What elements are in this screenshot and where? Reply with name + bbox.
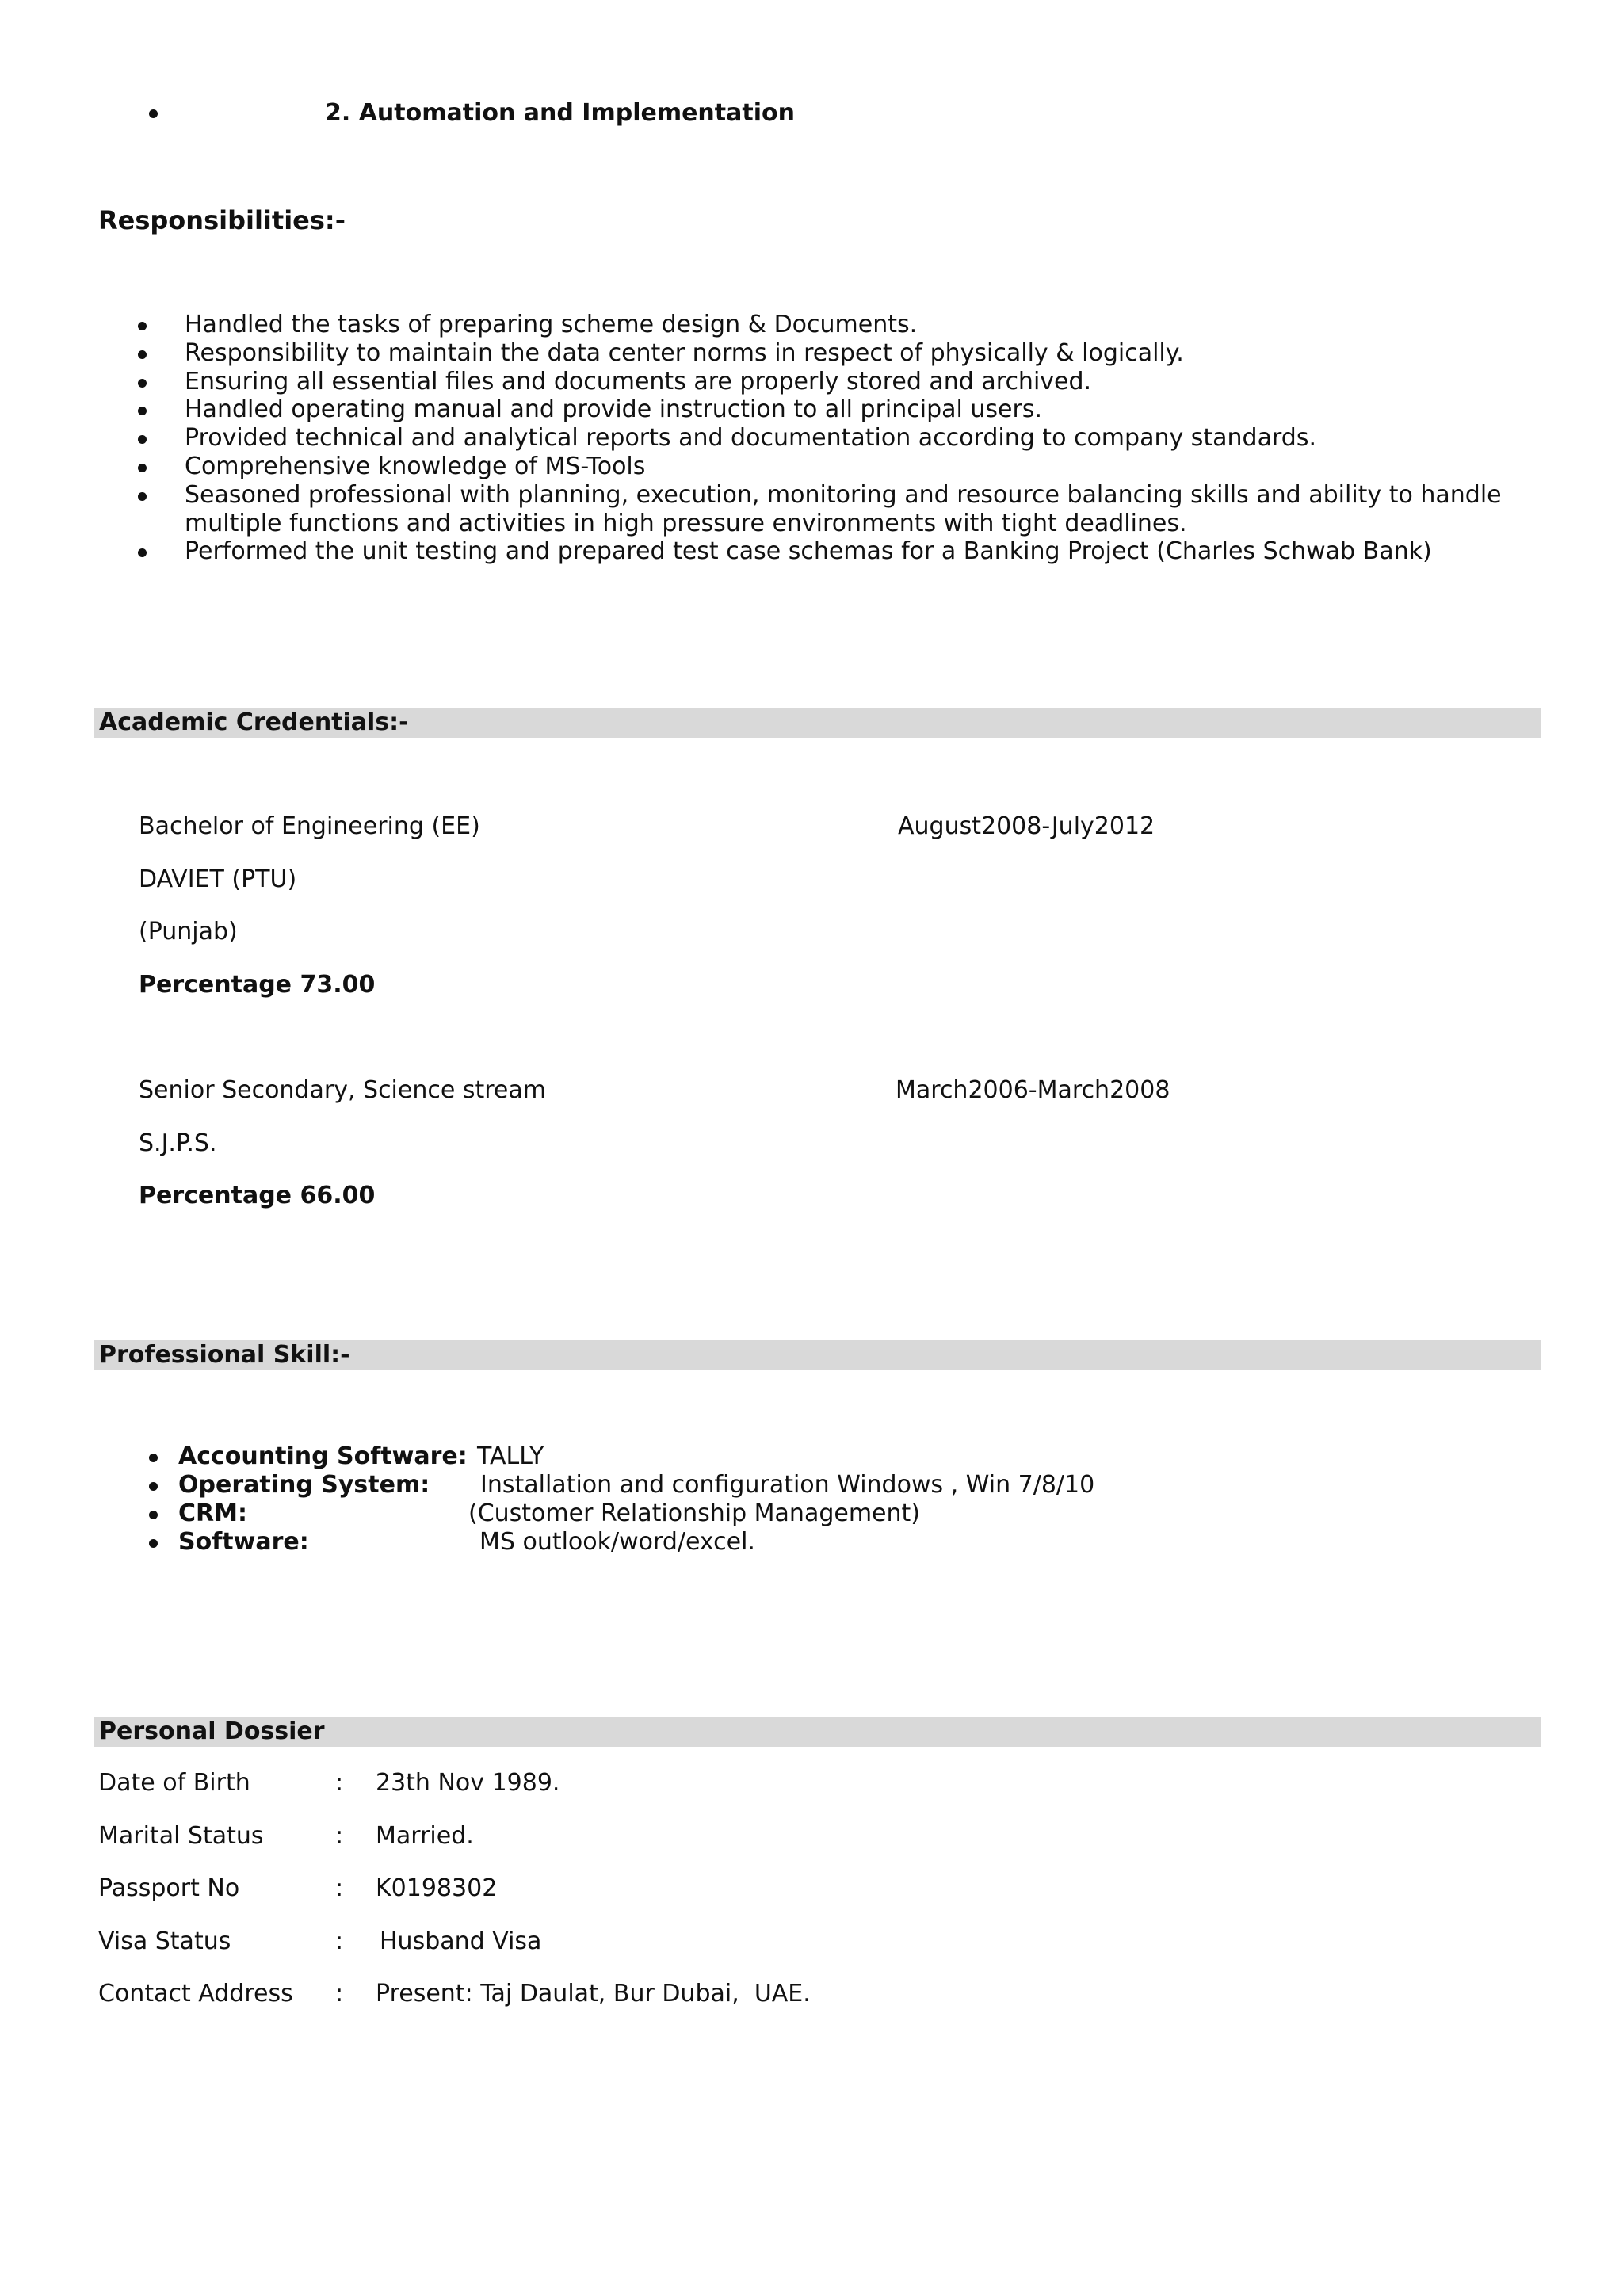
list-item-text: Performed the unit testing and prepared test case schemas for a Banking Project (Charles Schwab Bank) (185, 537, 1432, 566)
degree-percentage: Percentage 73.00 (139, 971, 376, 999)
dossier-row (98, 1874, 498, 1903)
degree-dates: August2008-July2012 (898, 812, 1155, 840)
academic-title: Academic Credentials:- (99, 709, 409, 736)
degree-title: Bachelor of Engineering (EE) (139, 812, 480, 840)
bullet-icon (138, 492, 147, 501)
bullet-icon (149, 109, 158, 118)
dossier-value: K0198302 (376, 1874, 498, 1902)
list-item (185, 339, 1532, 368)
dossier-separator: : (335, 1769, 344, 1797)
skills-section-header (94, 1340, 1541, 1370)
dossier-value: Present: Taj Daulat, Bur Dubai, UAE. (376, 1980, 811, 2008)
responsibilities-list (185, 311, 1532, 566)
dossier-title: Personal Dossier (99, 1717, 325, 1745)
list-item (185, 368, 1532, 396)
bullet-icon (138, 322, 147, 330)
dossier-value: Married. (376, 1822, 474, 1850)
list-item-text: Handled the tasks of preparing scheme design & Documents. (185, 311, 918, 338)
degree-title: Senior Secondary, Science stream (139, 1076, 546, 1104)
list-item (178, 1528, 755, 1557)
bullet-icon (138, 379, 147, 388)
degree-percentage: Percentage 66.00 (139, 1182, 376, 1209)
skill-value: MS outlook/word/excel. (479, 1528, 755, 1556)
list-item (185, 537, 1532, 566)
institution-location: (Punjab) (139, 918, 238, 946)
dossier-label: Passport No (98, 1874, 240, 1902)
dossier-label: Marital Status (98, 1822, 264, 1850)
responsibilities-title: Responsibilities:- (98, 205, 346, 235)
dossier-separator: : (335, 1980, 344, 2008)
skill-value: (Customer Relationship Management) (468, 1499, 920, 1527)
skill-value: Installation and configuration Windows , Win 7/8/10 (480, 1471, 1095, 1499)
list-item-text: Ensuring all essential files and documents are properly stored and archived. (185, 367, 1092, 395)
list-item (185, 481, 1532, 538)
skills-list (178, 1442, 1095, 1557)
project-heading: 2. Automation and Implementation (325, 99, 795, 127)
list-item (185, 395, 1532, 424)
dossier-label: Visa Status (98, 1927, 231, 1955)
bullet-icon (138, 435, 147, 444)
skill-label: Operating System: (178, 1471, 430, 1499)
dossier-label: Date of Birth (98, 1769, 250, 1797)
dossier-label: Contact Address (98, 1980, 293, 2008)
dossier-row (98, 1927, 542, 1956)
skill-label: Software: (178, 1528, 309, 1556)
skill-label: CRM: (178, 1499, 247, 1527)
dossier-separator: : (335, 1874, 344, 1902)
list-item (178, 1442, 544, 1471)
list-item-text: Provided technical and analytical reports and documentation according to company standards. (185, 424, 1316, 453)
list-item (178, 1471, 1095, 1499)
degree-dates: March2006-March2008 (896, 1076, 1170, 1104)
institution-name: DAVIET (PTU) (139, 865, 297, 893)
dossier-value: 23th Nov 1989. (376, 1769, 560, 1797)
bullet-icon (138, 350, 147, 359)
bullet-icon (149, 1454, 158, 1462)
bullet-icon (149, 1539, 158, 1548)
skill-value: TALLY (477, 1442, 544, 1470)
dossier-separator: : (335, 1927, 344, 1955)
list-item-text: Handled operating manual and provide instruction to all principal users. (185, 395, 1042, 424)
list-item (178, 1499, 920, 1528)
dossier-section-header (94, 1717, 1541, 1747)
list-item (185, 424, 1532, 453)
bullet-icon (138, 548, 147, 557)
list-item (185, 311, 1532, 339)
skill-label: Accounting Software: (178, 1442, 468, 1470)
dossier-value: Husband Visa (380, 1927, 542, 1955)
dossier-separator: : (335, 1822, 344, 1850)
list-item-text: Responsibility to maintain the data center norms in respect of physically & logically. (185, 338, 1184, 367)
bullet-icon (138, 464, 147, 472)
institution-name: S.J.P.S. (139, 1129, 217, 1157)
skills-title: Professional Skill:- (99, 1341, 350, 1369)
bullet-icon (149, 1511, 158, 1519)
list-item (185, 453, 1532, 481)
bullet-icon (149, 1482, 158, 1491)
academic-section-header (94, 708, 1541, 738)
dossier-row (98, 1822, 474, 1851)
dossier-row (98, 1769, 560, 1797)
list-item-text: Seasoned professional with planning, execution, monitoring and resource balancing skills and ability to handle multiple functions and activities in high pressure environments with tight deadlines. (185, 480, 1502, 537)
bullet-icon (138, 407, 147, 415)
list-item-text: Comprehensive knowledge of MS-Tools (185, 452, 646, 480)
dossier-row (98, 1980, 811, 2008)
